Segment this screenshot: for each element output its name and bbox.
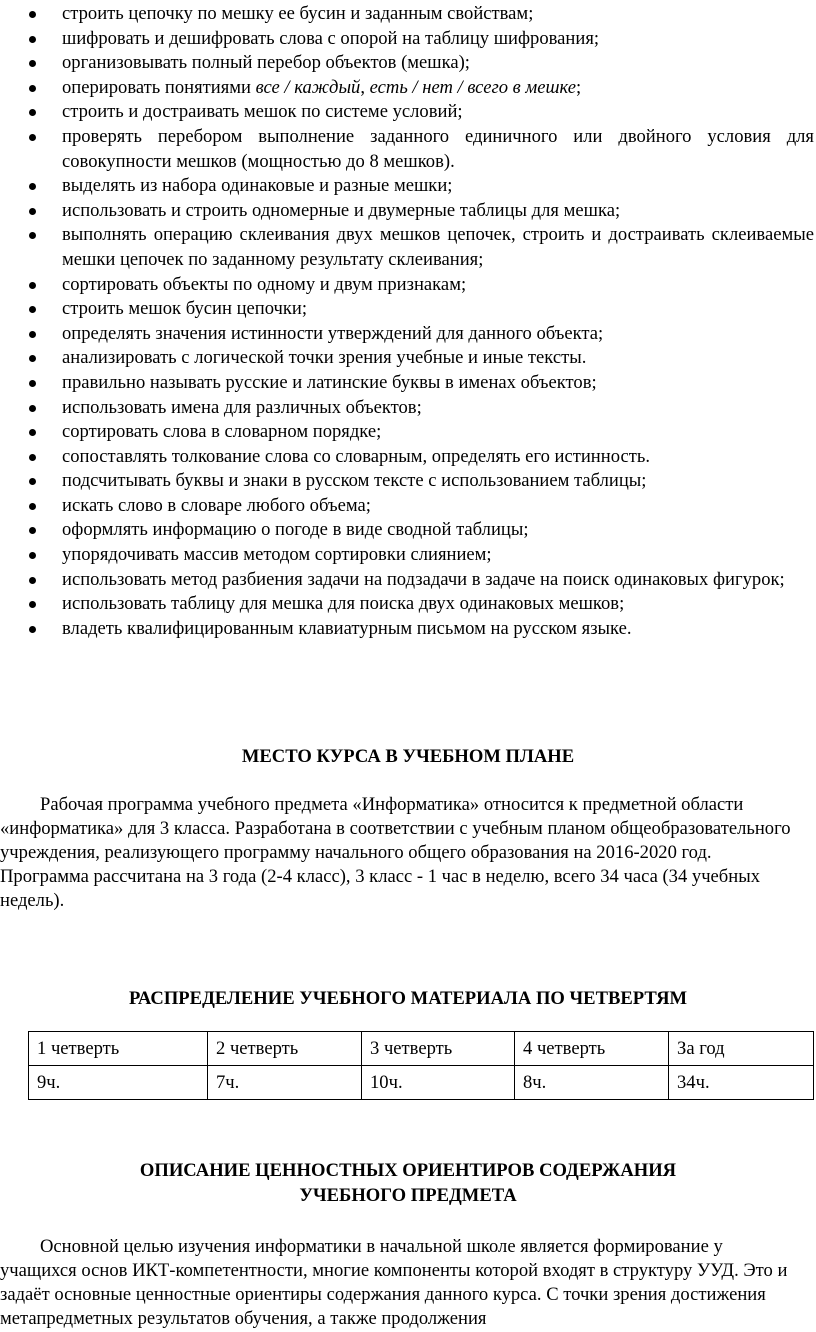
list-item-italic-text: есть / нет / всего в мешке: [369, 76, 577, 98]
list-item-text: искать слово в словаре любого объема;: [62, 494, 371, 516]
bullet-icon: [29, 601, 36, 608]
list-item-text: организовывать полный перебор объектов (мешка);: [62, 52, 470, 74]
list-item-text: использовать имена для различных объектов;: [62, 396, 422, 418]
bullet-icon: [29, 85, 36, 92]
course-place-paragraph: Рабочая программа учебного предмета «Информатика» относится к предметной области «информатика» для 3 класса. Разработана в соответствии с учебным планом общеобразовательного учреждения, реализующего программу начального общего образования на 2016-2020 год. Программа рассчитана на 3 года (2-4 класс), 3 класс - 1 час в неделю, всего 34 часа (34 учебных недель).: [0, 794, 791, 911]
list-item: [0, 273, 816, 298]
table-cell: 2 четверть: [208, 1032, 362, 1066]
table-cell: 7ч.: [208, 1066, 362, 1100]
list-item: [0, 371, 816, 396]
table-cell: 9ч.: [29, 1066, 208, 1100]
list-item-text: использовать метод разбиения задачи на подзадачи в задаче на поиск одинаковых фигурок;: [62, 568, 785, 590]
list-item-text: ,: [360, 76, 370, 98]
list-item-text: строить и достраивать мешок по системе условий;: [62, 101, 463, 123]
list-item: [0, 445, 816, 470]
bullet-icon: [29, 626, 36, 633]
list-item: [0, 543, 816, 568]
list-item: [0, 494, 816, 519]
bullet-icon: [29, 405, 36, 412]
list-item: [0, 51, 816, 76]
list-item-text: сопоставлять толкование слова со словарным, определять его истинность.: [62, 445, 650, 467]
table-cell: 3 четверть: [362, 1032, 515, 1066]
list-item-text: строить мешок бусин цепочки;: [62, 298, 308, 320]
list-item-text: сортировать объекты по одному и двум признакам;: [62, 273, 467, 295]
list-item: [0, 125, 816, 174]
list-item: [0, 420, 816, 445]
list-item: [0, 518, 816, 543]
list-item-italic-text: все / каждый: [255, 76, 361, 98]
list-item: [0, 322, 816, 347]
bullet-icon: [29, 208, 36, 215]
table-cell: 8ч.: [515, 1066, 669, 1100]
material-distribution-heading: РАСПРЕДЕЛЕНИЕ УЧЕБНОГО МАТЕРИАЛА ПО ЧЕТВЕРТЯМ: [128, 988, 688, 1009]
list-item: [0, 223, 816, 272]
list-item: [0, 617, 816, 642]
bullet-icon: [29, 429, 36, 436]
list-item-text: владеть квалифицированным клавиатурным письмом на русском языке.: [62, 617, 632, 639]
table-cell: 4 четверть: [515, 1032, 669, 1066]
quarter-hours-table: [28, 1031, 814, 1100]
list-item-text: правильно называть русские и латинские буквы в именах объектов;: [62, 371, 597, 393]
list-item-text: проверять перебором выполнение заданного единичного или двойного условия для совокупности мешков (мощностью до 8 мешков).: [62, 125, 814, 172]
list-item-text: оформлять информацию о погоде в виде сводной таблицы;: [62, 519, 529, 541]
list-item-text: использовать таблицу для мешка для поиска двух одинаковых мешков;: [62, 593, 625, 615]
bullet-icon: [29, 454, 36, 461]
table-cell: 10ч.: [362, 1066, 515, 1100]
bullet-icon: [29, 355, 36, 362]
bullet-icon: [29, 60, 36, 67]
list-item: [0, 2, 816, 27]
list-item: [0, 100, 816, 125]
table-cell: За год: [669, 1032, 814, 1066]
table-row: [29, 1066, 814, 1100]
list-item: [0, 297, 816, 322]
value-orientations-heading-line2: УЧЕБНОГО ПРЕДМЕТА: [299, 1185, 517, 1206]
value-orientations-heading-line1: ОПИСАНИЕ ЦЕННОСТНЫХ ОРИЕНТИРОВ СОДЕРЖАНИЯ: [139, 1160, 677, 1181]
bullet-icon: [29, 11, 36, 18]
bullet-icon: [29, 36, 36, 43]
list-item: [0, 396, 816, 421]
bullet-icon: [29, 134, 36, 141]
list-item-text: выделять из набора одинаковые и разные мешки;: [62, 175, 453, 197]
table-header-row: [29, 1032, 814, 1066]
list-item: [0, 174, 816, 199]
bullet-icon: [29, 306, 36, 313]
list-item-text: подсчитывать буквы и знаки в русском тексте с использованием таблицы;: [62, 470, 647, 492]
list-item: [0, 76, 816, 101]
bullet-icon: [29, 380, 36, 387]
list-item-text: оперировать понятиями: [62, 76, 256, 98]
bullet-icon: [29, 183, 36, 190]
list-item-text: ;: [576, 76, 582, 98]
table-cell: 34ч.: [669, 1066, 814, 1100]
list-item: [0, 199, 816, 224]
skills-bullet-list: [0, 2, 816, 641]
list-item-text: упорядочивать массив методом сортировки слиянием;: [62, 544, 492, 566]
bullet-icon: [29, 527, 36, 534]
bullet-icon: [29, 232, 36, 239]
table-cell: 1 четверть: [29, 1032, 208, 1066]
bullet-icon: [29, 503, 36, 510]
bullet-icon: [29, 552, 36, 559]
list-item-text: выполнять операцию склеивания двух мешков цепочек, строить и достраивать склеиваемые мешки цепочек по заданному результату склеивания;: [62, 224, 814, 270]
bullet-icon: [29, 331, 36, 338]
bullet-icon: [29, 577, 36, 584]
list-item: [0, 568, 816, 593]
bullet-icon: [29, 478, 36, 485]
list-item-text: шифровать и дешифровать слова с опорой на таблицу шифрования;: [62, 27, 600, 49]
bullet-icon: [29, 282, 36, 289]
list-item: [0, 469, 816, 494]
value-orientations-paragraph: Основной целью изучения информатики в начальной школе является формирование у учащихся основ ИКТ-компетентности, многие компоненты которой входят в структуру УУД. Это и задаёт основные ценностные ориентиры содержания данного курса. С точки зрения достижения метапредметных результатов обучения, а также продолжения: [0, 1236, 788, 1329]
list-item-text: определять значения истинности утверждений для данного объекта;: [62, 322, 604, 344]
list-item: [0, 346, 816, 371]
bullet-icon: [29, 109, 36, 116]
list-item-text: использовать и строить одномерные и двумерные таблицы для мешка;: [62, 199, 621, 221]
course-place-heading: МЕСТО КУРСА В УЧЕБНОМ ПЛАНЕ: [241, 746, 575, 767]
list-item: [0, 27, 816, 52]
list-item-text: сортировать слова в словарном порядке;: [62, 421, 382, 443]
list-item-text: анализировать с логической точки зрения учебные и иные тексты.: [62, 347, 587, 369]
list-item-text: строить цепочку по мешку ее бусин и заданным свойствам;: [62, 3, 534, 24]
list-item: [0, 592, 816, 617]
